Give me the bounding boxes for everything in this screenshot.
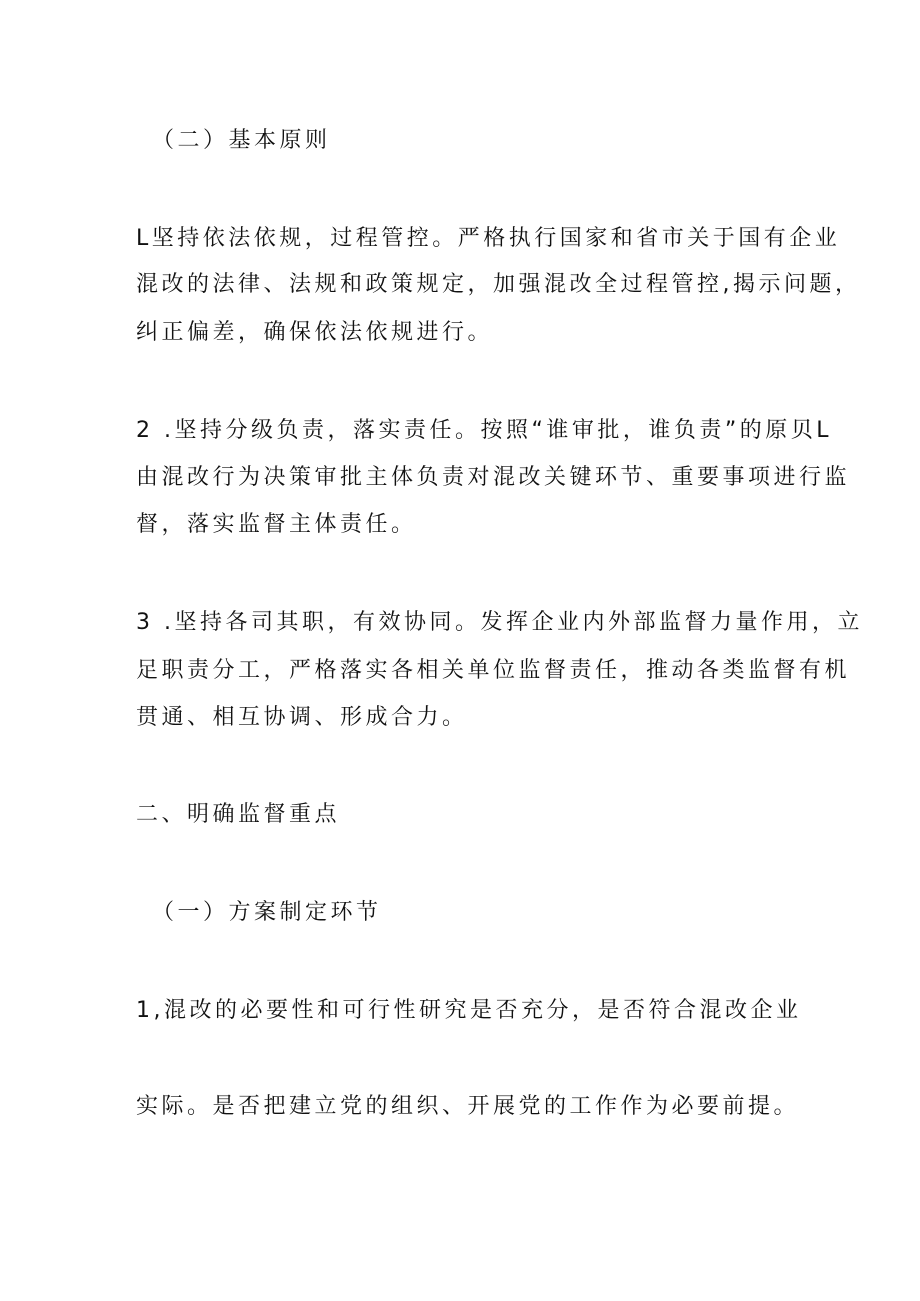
- heading-basic-principles: （二）基本原则: [152, 128, 331, 153]
- paragraph-2-line-3: 督，落实监督主体责任。: [136, 512, 417, 537]
- paragraph-1-line-2: 混改的法律、法规和政策规定，加强混改全过程管控,揭示问题，: [136, 272, 861, 297]
- paragraph-4-line-2: 实际。是否把建立党的组织、开展党的工作作为必要前提。: [136, 1094, 800, 1119]
- paragraph-1-line-1: L坚持依法依规，过程管控。严格执行国家和省市关于国有企业: [136, 226, 841, 251]
- paragraph-1-line-3: 纠正偏差，确保依法依规进行。: [136, 320, 494, 345]
- heading-plan-stage: （一）方案制定环节: [152, 900, 382, 925]
- paragraph-3-line-3: 贯通、相互协调、形成合力。: [136, 705, 468, 730]
- paragraph-2-line-2: 由混改行为决策审批主体负责对混改关键环节、重要事项进行监: [136, 465, 851, 490]
- paragraph-2-line-1: 2 .坚持分级负责，落实责任。按照“谁审批，谁负责”的原贝L: [136, 418, 833, 443]
- heading-section-2: 二、明确监督重点: [136, 802, 341, 827]
- paragraph-3-line-1: 3 .坚持各司其职，有效协同。发挥企业内外部监督力量作用，立: [136, 610, 863, 635]
- paragraph-3-line-2: 足职责分工，严格落实各相关单位监督责任，推动各类监督有机: [136, 658, 851, 683]
- paragraph-4-line-1: 1,混改的必要性和可行性研究是否充分，是否符合混改企业: [136, 998, 802, 1023]
